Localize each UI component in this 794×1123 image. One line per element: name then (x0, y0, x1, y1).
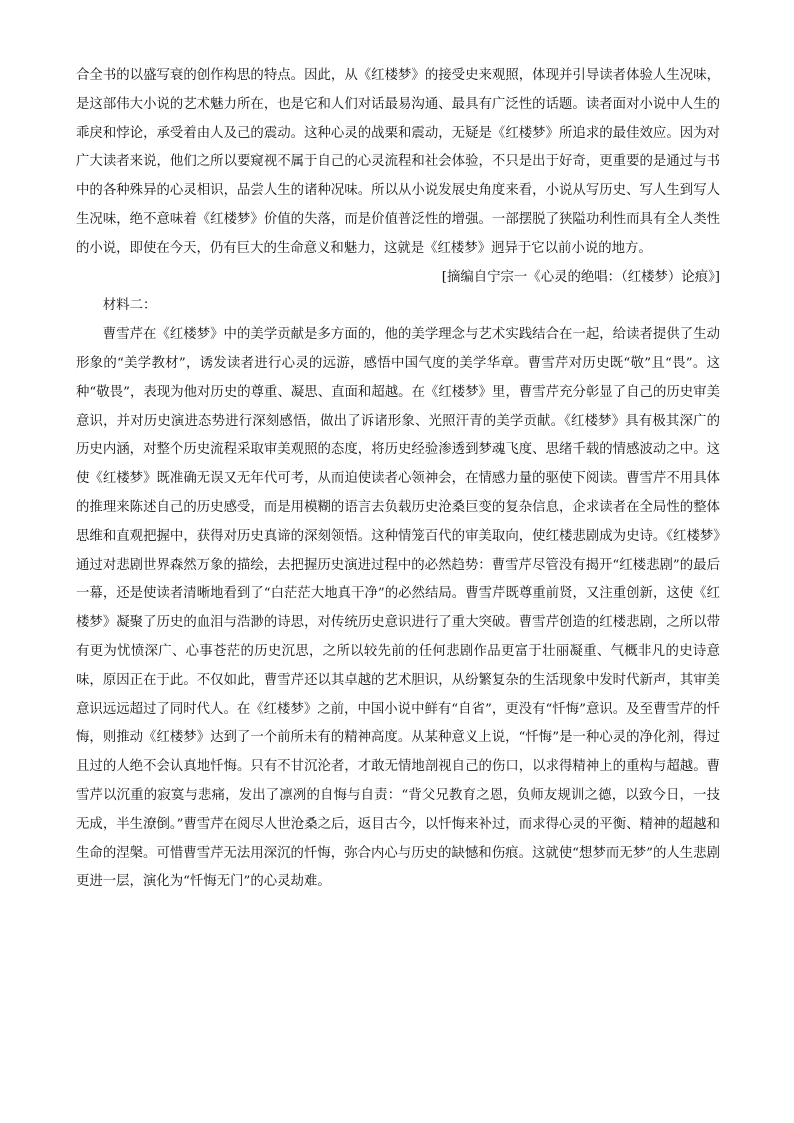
paragraph-material-two: 曹雪芹在《红楼梦》中的美学贡献是多方面的，他的美学理念与艺术实践结合在一起，给读者提供了生动形象的“美学教材”，诱发读者进行心灵的远游，感悟中国气度的美学华章。曹雪芹对历史既“敬”且“畏”。这种“敬畏”，表现为他对历史的尊重、凝思、直面和超越。在《红楼梦》里，曹雪芹充分彰显了自己的历史审美意识，并对历史演进态势进行深刻感悟，做出了诉诸形象、光照汗青的美学贡献。《红楼梦》具有极其深广的历史内涵，对整个历史流程采取审美观照的态度，将历史经验渗透到梦魂飞度、思绪千载的情感波动之中。这使《红楼梦》既准确无误又无年代可考，从而迫使读者心领神会，在情感力量的驱使下阅读。曹雪芹不用具体的推理来陈述自己的历史感受，而是用模糊的语言去负载历史沧桑巨变的复杂信息，企求读者在全局性的整体思维和直观把握中，获得对历史真谛的深刻领悟。这种情笼百代的审美取向，使红楼悲剧成为史诗。《红楼梦》通过对悲剧世界森然万象的描绘，去把握历史演进过程中的必然趋势：曹雪芹尽管没有揭开“红楼悲剧”的最后一幕，还是使读者清晰地看到了“白茫茫大地真干净”的必然结局。曹雪芹既尊重前贤，又注重创新，这使《红楼梦》凝聚了历史的血泪与浩渺的诗思，对传统历史意识进行了重大突破。曹雪芹创造的红楼悲剧，之所以带有更为忧愤深广、心事苍茫的历史沉思，之所以较先前的任何悲剧作品更富于壮丽凝重、气概非凡的史诗意味，原因正在于此。不仅如此，曹雪芹还以其卓越的艺术胆识，从纷繁复杂的生活现象中发时代新声，其审美意识远远超过了同时代人。在《红楼梦》之前，中国小说中鲜有“自省”，更没有“忏悔”意识。及至曹雪芹的忏悔，则推动《红楼梦》达到了一个前所未有的精神高度。从某种意义上说，“忏悔”是一种心灵的净化剂，得过且过的人绝不会认真地忏悔。只有不甘沉沦者，才敢无情地剖视自己的伤口，以求得精神上的重构与超越。曹雪芹以沉重的寂寞与悲痛，发出了凛冽的自悔与自责：“背父兄教育之恩，负师友规训之德，以致今日，一技无成，半生潦倒。”曹雪芹在阅尽人世沧桑之后，返目古今，以忏悔来补过，而求得心灵的平衡、精神的超越和生命的涅槃。可惜曹雪芹无法用深沉的忏悔，弥合内心与历史的缺憾和伤痕。这就使“想梦而无梦”的人生悲剧更进一层，演化为“忏悔无门”的心灵劫难。 (76, 327, 720, 890)
material-two-label: 材料二： (102, 298, 157, 314)
paragraph-material-one-end: 合全书的以盛写衰的创作构思的特点。因此，从《红楼梦》的接受史来观照，体现并引导读者体验人生况味，是这部伟大小说的艺术魅力所在，也是它和人们对话最易沟通、最具有广泛性的话题。读者面对小说中人生的乖戾和悖论，承受着由人及己的震动。这种心灵的战栗和震动，无疑是《红楼梦》所追求的最佳效应。因为对广大读者来说，他们之所以要窥视不属于自己的心灵流程和社会体验，不只是出于好奇，更重要的是通过与书中的各种殊异的心灵相识，品尝人生的诸种况味。所以从小说发展史角度来看，小说从写历史、写人生到写人生况味，绝不意味着《红楼梦》价值的失落，而是价值普泛性的增强。一部摆脱了狭隘功利性而具有全人类性的小说，即使在今天，仍有巨大的生命意义和魅力，这就是《红楼梦》迥异于它以前小说的地方。 (76, 68, 720, 256)
source-citation: [摘编自宁宗一《心灵的绝唱：（红楼梦）论痕》] (441, 269, 720, 285)
document-body (76, 62, 720, 897)
